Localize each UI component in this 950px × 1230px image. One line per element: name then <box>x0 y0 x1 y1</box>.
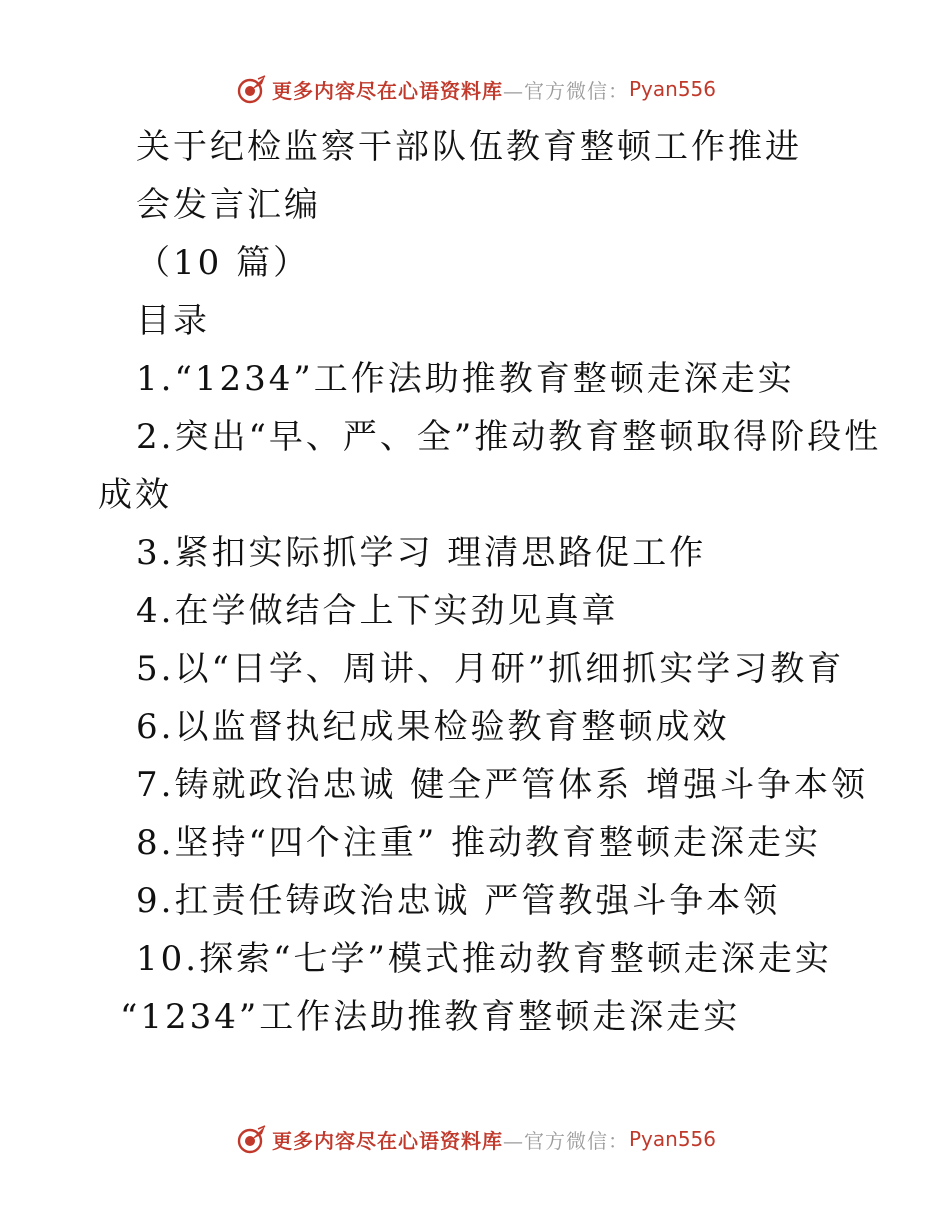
toc-item: 2.突出“早、严、全”推动教育整顿取得阶段性 <box>136 417 882 457</box>
toc-item: 9.扛责任铸政治忠诚 严管教强斗争本领 <box>136 881 781 921</box>
watermark-wechat-id: Pyan556 <box>629 1127 717 1151</box>
toc-item: 8.坚持“四个注重” 推动教育整顿走深走实 <box>136 823 822 863</box>
toc-item: 3.紧扣实际抓学习 理清思路促工作 <box>136 533 707 573</box>
watermark-brand: 更多内容尽在心语资料库 <box>272 1128 503 1153</box>
watermark-label: —官方微信： <box>503 78 629 103</box>
quill-logo-icon <box>236 1123 268 1155</box>
watermark-brand: 更多内容尽在心语资料库 <box>272 78 503 103</box>
header-watermark <box>236 72 716 106</box>
toc-item: 7.铸就政治忠诚 健全严管体系 增强斗争本领 <box>136 765 869 805</box>
section-title: “1234”工作法助推教育整顿走深走实 <box>120 997 741 1037</box>
document-title-line-2: 会发言汇编 <box>136 185 321 225</box>
toc-item: 5.以“日学、周讲、月研”抓细抓实学习教育 <box>136 649 845 689</box>
quill-logo-icon <box>236 73 268 105</box>
toc-item: 10.探索“七学”模式推动教育整顿走深走实 <box>136 939 832 979</box>
toc-item-continuation: 成效 <box>98 475 172 515</box>
toc-item: 6.以监督执纪成果检验教育整顿成效 <box>136 707 730 747</box>
watermark-label: —官方微信： <box>503 1128 629 1153</box>
toc-item: 4.在学做结合上下实劲见真章 <box>136 591 619 631</box>
footer-watermark <box>236 1122 716 1156</box>
document-count: （10 篇） <box>136 243 311 283</box>
toc-item: 1.“1234”工作法助推教育整顿走深走实 <box>136 359 795 399</box>
watermark-wechat-id: Pyan556 <box>629 77 717 101</box>
document-title-line-1: 关于纪检监察干部队伍教育整顿工作推进 <box>136 127 802 167</box>
toc-heading: 目录 <box>136 301 210 341</box>
